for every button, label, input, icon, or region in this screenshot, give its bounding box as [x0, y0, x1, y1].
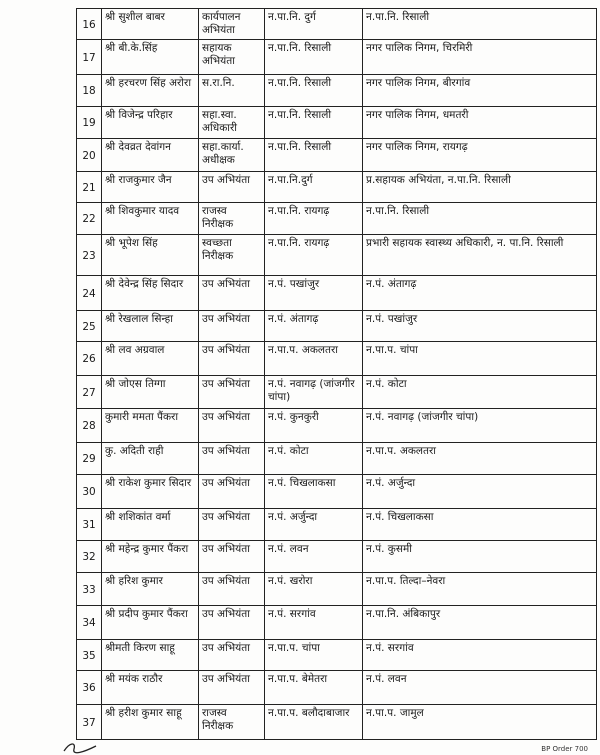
current-posting-cell: न.पं. नवागढ़ (जांजगीर चांपा)	[265, 376, 363, 409]
serial-number-cell: 28	[77, 409, 102, 443]
new-posting-cell: नगर पालिक निगम, धमतरी	[363, 107, 597, 139]
new-posting-cell: न.पं. चिखलाकसा	[363, 509, 597, 541]
serial-number-cell: 22	[77, 203, 102, 235]
new-posting-cell: न.पं. अर्जुन्दा	[363, 475, 597, 509]
employee-name-cell: श्री राकेश कुमार सिदार	[102, 475, 199, 509]
employee-name-cell: कु. अदिती राही	[102, 443, 199, 475]
designation-cell: उप अभियंता	[199, 640, 265, 671]
current-posting-cell: न.पा.नि. रायगढ़	[265, 203, 363, 235]
serial-number-cell: 27	[77, 376, 102, 409]
employee-name-cell: श्री लव अग्रवाल	[102, 342, 199, 376]
new-posting-cell: नगर पालिक निगम, बीरगांव	[363, 75, 597, 107]
current-posting-cell: न.पा.नि.दुर्ग	[265, 172, 363, 203]
current-posting-cell: न.पा.नि. रायगढ़	[265, 235, 363, 276]
new-posting-cell: न.पं. अंतागढ़	[363, 276, 597, 311]
serial-number-cell: 29	[77, 443, 102, 475]
serial-number-cell: 21	[77, 172, 102, 203]
table-row	[77, 107, 597, 139]
current-posting-cell: न.पा.नि. रिसाली	[265, 107, 363, 139]
serial-number-cell: 31	[77, 509, 102, 541]
current-posting-cell: न.पा.प. बलौदाबाजार	[265, 705, 363, 740]
current-posting-cell: न.पं. सरगांव	[265, 606, 363, 640]
current-posting-cell: न.पा.प. चांपा	[265, 640, 363, 671]
employee-name-cell: श्री विजेन्द्र परिहार	[102, 107, 199, 139]
designation-cell: सहा.कार्या. अधीक्षक	[199, 139, 265, 172]
designation-cell: उप अभियंता	[199, 409, 265, 443]
designation-cell: उप अभियंता	[199, 376, 265, 409]
serial-number-cell: 36	[77, 671, 102, 705]
employee-name-cell: श्री प्रदीप कुमार पैंकरा	[102, 606, 199, 640]
current-posting-cell: न.पा.प. बेमेतरा	[265, 671, 363, 705]
employee-name-cell: श्री देवव्रत देवांगन	[102, 139, 199, 172]
serial-number-cell: 18	[77, 75, 102, 107]
serial-number-cell: 30	[77, 475, 102, 509]
new-posting-cell: न.पं. पखांजुर	[363, 311, 597, 342]
new-posting-cell: न.पा.नि. रिसाली	[363, 9, 597, 40]
current-posting-cell: न.पं. कोटा	[265, 443, 363, 475]
table-body	[77, 9, 597, 740]
employee-name-cell: श्रीमती किरण साहू	[102, 640, 199, 671]
designation-cell: उप अभियंता	[199, 342, 265, 376]
serial-number-cell: 24	[77, 276, 102, 311]
serial-number-cell: 19	[77, 107, 102, 139]
table-row	[77, 40, 597, 75]
current-posting-cell: न.पं. लवन	[265, 541, 363, 573]
table-row	[77, 311, 597, 342]
new-posting-cell: न.पं. लवन	[363, 671, 597, 705]
serial-number-cell: 32	[77, 541, 102, 573]
signature-mark	[62, 740, 98, 754]
current-posting-cell: न.पा.नि. दुर्ग	[265, 9, 363, 40]
table-row	[77, 203, 597, 235]
employee-name-cell: कुमारी ममता पैंकरा	[102, 409, 199, 443]
designation-cell: सहायक अभियंता	[199, 40, 265, 75]
current-posting-cell: न.पं. खरोरा	[265, 573, 363, 606]
new-posting-cell: न.पा.नि. अंबिकापुर	[363, 606, 597, 640]
employee-name-cell: श्री राजकुमार जैन	[102, 172, 199, 203]
new-posting-cell: न.पं. नवागढ़ (जांजगीर चांपा)	[363, 409, 597, 443]
current-posting-cell: न.पा.नि. रिसाली	[265, 40, 363, 75]
table-row	[77, 342, 597, 376]
current-posting-cell: न.पं. पखांजुर	[265, 276, 363, 311]
table-row	[77, 376, 597, 409]
new-posting-cell: न.पा.प. जामुल	[363, 705, 597, 740]
table-row	[77, 705, 597, 740]
serial-number-cell: 23	[77, 235, 102, 276]
table-row	[77, 276, 597, 311]
new-posting-cell: न.पा.प. तिल्दा–नेवरा	[363, 573, 597, 606]
table-row	[77, 139, 597, 172]
table-row	[77, 606, 597, 640]
table-row	[77, 573, 597, 606]
new-posting-cell: न.पं. कोटा	[363, 376, 597, 409]
serial-number-cell: 37	[77, 705, 102, 740]
designation-cell: उप अभियंता	[199, 311, 265, 342]
table-row	[77, 509, 597, 541]
designation-cell: सहा.स्वा. अधिकारी	[199, 107, 265, 139]
current-posting-cell: न.पं. अर्जुन्दा	[265, 509, 363, 541]
table-row	[77, 9, 597, 40]
new-posting-cell: न.पं. कुसमी	[363, 541, 597, 573]
designation-cell: स.रा.नि.	[199, 75, 265, 107]
new-posting-cell: न.पा.प. चांपा	[363, 342, 597, 376]
table-row	[77, 443, 597, 475]
table-row	[77, 541, 597, 573]
designation-cell: उप अभियंता	[199, 276, 265, 311]
employee-name-cell: श्री बी.के.सिंह	[102, 40, 199, 75]
table-row	[77, 640, 597, 671]
serial-number-cell: 16	[77, 9, 102, 40]
table-row	[77, 475, 597, 509]
new-posting-cell: प्र.सहायक अभियंता, न.पा.नि. रिसाली	[363, 172, 597, 203]
serial-number-cell: 35	[77, 640, 102, 671]
employee-name-cell: श्री हरिश कुमार	[102, 573, 199, 606]
table-row	[77, 671, 597, 705]
employee-name-cell: श्री जोएस तिग्गा	[102, 376, 199, 409]
designation-cell: उप अभियंता	[199, 475, 265, 509]
designation-cell: उप अभियंता	[199, 671, 265, 705]
designation-cell: राजस्व निरीक्षक	[199, 203, 265, 235]
designation-cell: उप अभियंता	[199, 443, 265, 475]
serial-number-cell: 17	[77, 40, 102, 75]
serial-number-cell: 20	[77, 139, 102, 172]
footer-label: BP Order 700	[541, 745, 588, 753]
employee-name-cell: श्री महेन्द्र कुमार पैंकरा	[102, 541, 199, 573]
table-row	[77, 172, 597, 203]
transfer-order-table	[76, 8, 597, 740]
new-posting-cell: प्रभारी सहायक स्वास्थ्य अधिकारी, न. पा.नि. रिसाली	[363, 235, 597, 276]
employee-name-cell: श्री शिवकुमार यादव	[102, 203, 199, 235]
employee-name-cell: श्री रेखलाल सिन्हा	[102, 311, 199, 342]
new-posting-cell: नगर पालिक निगम, चिरमिरी	[363, 40, 597, 75]
employee-name-cell: श्री हरचरण सिंह अरोरा	[102, 75, 199, 107]
current-posting-cell: न.पा.प. अकलतरा	[265, 342, 363, 376]
employee-name-cell: श्री भूपेश सिंह	[102, 235, 199, 276]
designation-cell: उप अभियंता	[199, 172, 265, 203]
current-posting-cell: न.पं. चिखलाकसा	[265, 475, 363, 509]
current-posting-cell: न.पा.नि. रिसाली	[265, 139, 363, 172]
new-posting-cell: न.पं. सरगांव	[363, 640, 597, 671]
table-row	[77, 75, 597, 107]
table-row	[77, 409, 597, 443]
employee-name-cell: श्री शशिकांत वर्मा	[102, 509, 199, 541]
new-posting-cell: न.पा.नि. रिसाली	[363, 203, 597, 235]
designation-cell: उप अभियंता	[199, 541, 265, 573]
designation-cell: कार्यपालन अभियंता	[199, 9, 265, 40]
serial-number-cell: 26	[77, 342, 102, 376]
new-posting-cell: न.पा.प. अकलतरा	[363, 443, 597, 475]
current-posting-cell: न.पं. कुनकुरी	[265, 409, 363, 443]
table-row	[77, 235, 597, 276]
designation-cell: राजस्व निरीक्षक	[199, 705, 265, 740]
designation-cell: उप अभियंता	[199, 606, 265, 640]
serial-number-cell: 34	[77, 606, 102, 640]
designation-cell: स्वच्छता निरीक्षक	[199, 235, 265, 276]
employee-name-cell: श्री मयंक राठौर	[102, 671, 199, 705]
new-posting-cell: नगर पालिक निगम, रायगढ़	[363, 139, 597, 172]
designation-cell: उप अभियंता	[199, 509, 265, 541]
current-posting-cell: न.पा.नि. रिसाली	[265, 75, 363, 107]
current-posting-cell: न.पं. अंतागढ़	[265, 311, 363, 342]
serial-number-cell: 33	[77, 573, 102, 606]
employee-name-cell: श्री सुशील बाबर	[102, 9, 199, 40]
employee-name-cell: श्री देवेन्द्र सिंह सिदार	[102, 276, 199, 311]
serial-number-cell: 25	[77, 311, 102, 342]
designation-cell: उप अभियंता	[199, 573, 265, 606]
employee-name-cell: श्री हरीश कुमार साहू	[102, 705, 199, 740]
